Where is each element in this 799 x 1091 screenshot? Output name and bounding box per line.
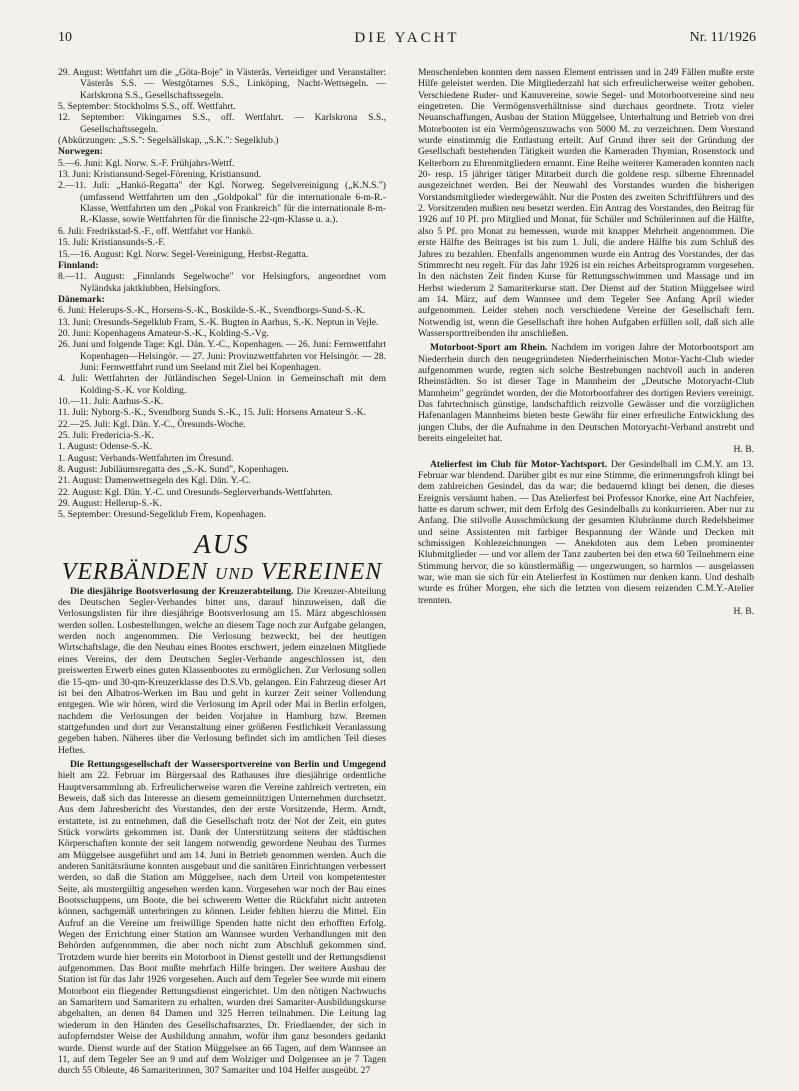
country-heading: Dänemark:: [58, 293, 105, 305]
calendar-entry: 25. Juli: Fredericia-S.-K.: [58, 430, 154, 441]
calendar-entry: 29. August: Hellerup-S.-K.: [58, 498, 162, 510]
calendar-entry: 12. September: Vikingarnes S.S., off. Wettfahrt. — Karlskrona S.S., Gesellschaftssegeln.: [58, 112, 386, 135]
calendar-entry: 13. Juni: Kristiansund-Segel-Förening, Kristiansund.: [58, 169, 262, 181]
calendar-entry: 5.—6. Juni: Kgl. Norw. S.-F. Frühjahrs-Wettf.: [58, 157, 235, 169]
article-text: Der Gesindelball im C.M.Y. am 13. Februar war blendend. Darüber gibt es nur eine Stimme, die erinnerungsfroh klingt bei dem zahlreichen Gesindel, das da war; die bedauernd klingt bei denen, die dieses Ereignis versäumt haben. — Das Atelierfest bei Professor Knorke, eine Art Nachfeier, hatte es darum schwer, mit dem Erfolg des Gesindelballs zu konkurrieren. Aber nur zu Anfang. Die stilvolle Ausschmückung der gesamten Klubräume durch Redelsheimer und seine Assistenten mit farbiger Bespannung der Wände und Decken mit schmissigen Kohlezeichnungen — Anekdoten aus dem Leben prominenter Klubmitglieder — und vor allem der Tanz zauberten bei den etwa 60 Teilnehmern eine Stimmung hervor, die so künstlermäßig — ungezwungen, so harmlos — ausgelassen war, wie man sie sich für ein Atelierfest in Kostümen nur denken kann. Und deshalb wurde es früher Morgen, ehe sich die letzten von diesem reizenden C.M.Y.-Atelier trennten.: [418, 458, 754, 606]
calendar-entry: 15. Juli: Kristiansunds-S.-F.: [58, 237, 166, 249]
calendar-entry: 1. August: Verbands-Wettfahrten im Öresund.: [58, 452, 234, 464]
calendar-entry: 13. Juni: Oresunds-Segelklub Fram, S.-K. Bugten in Aarhus, S.-K. Neptun in Vejle.: [58, 316, 379, 328]
calendar-entry: 4. Juli: Wettfahrten der Jütländischen Segel-Union in Gemeinschaft mit dem Kolding-S.-K. vor Kolding.: [58, 373, 386, 396]
article-paragraph: [58, 759, 386, 1077]
calendar-entry: 11. Juli: Nyborg-S.-K., Svendborg Sunds S.-K., 15. Juli: Horsens Amateur S.-K.: [58, 407, 366, 419]
section-heading-line2: [58, 560, 386, 584]
article-text: Die Kreuzer-Abteilung des Deutschen Segler-Verbandes bittet uns, darauf hinzuweisen, daß die Verlosungslisten für ihre diesjährige Bootsverlosung am 15. März abgeschlossen werden sollen. Losbestellungen, welche an diesem Tage noch zur Aufgabe gelangen, werden noch angenommen. Die Verlosung bezweckt, bei der heutigen Wirtschaftslage, die den Neubau eines Bootes erschwert, jedem einzelnen Mitgliede eines Vereins, der dem Deutschen Segler-Verbande angeschlossen ist, den preiswerten Erwerb eines guten Klassenbootes zu ermöglichen. Zur Verlosung sollen die 15-qm- und 30-qm-Kreuzerklasse des D.S.Vb. gelangen. Ein Fahrzeug dieser Art ist bei den Albatros-Werken im Bau und geht in kurzer Zeit seiner Vollendung entgegen. Wie wir hören, wird die Verlosung im April oder Mai in Berlin erfolgen, nachdem die Verlosungen der beiden Vorjahre in Hamburg bzw. Bremen stattgefunden und dort zur Veranstaltung einer größeren Festlichkeit Veranlassung gegeben haben. Näheres über die Verlosung befindet sich im amtlichen Teil dieses Heftes.: [58, 585, 386, 756]
country-heading: Finnland:: [58, 259, 99, 271]
section-heading: [58, 528, 386, 585]
calendar-entry: 22.—25. Juli: Kgl. Dän. Y.-C., Öresunds-Woche.: [58, 418, 246, 430]
article-lead: Motorboot-Sport am Rhein.: [430, 342, 548, 354]
calendar-entry: 20. Juni: Kopenhagens Amateur-S.-K., Kolding-S.-Vg.: [58, 327, 269, 339]
article-paragraph: [58, 586, 386, 756]
article-signature: H. B.: [733, 444, 754, 456]
left-articles: [58, 586, 386, 1077]
page-number: 10: [58, 30, 72, 45]
country-heading: Norwegen:: [58, 146, 103, 158]
article-lead: Die Rettungsgesellschaft der Wassersportvereine von Berlin und Umgegend: [70, 758, 386, 770]
calendar-entry: 1. August: Odense-S.-K.: [58, 441, 153, 453]
right-articles: [418, 67, 754, 618]
calendar-entry: 6. Juni: Helerups-S.-K., Horsens-S.-K., Boskilde-S.-K., Svendborgs-Sund-S.-K.: [58, 305, 366, 317]
article-signature: H. B.: [733, 606, 754, 618]
calendar-entry: 22. August: Kgl. Dän. Y.-C. und Oresunds-Seglerverbands-Wettfahrten.: [58, 486, 333, 498]
regatta-calendar: [58, 67, 386, 521]
calendar-entry: 5. September: Oresund-Segelklub Frem, Kopenhagen.: [58, 509, 267, 521]
left-column: [58, 67, 386, 1083]
calendar-entry: 10.—11. Juli: Aarhus-S.-K.: [58, 395, 164, 407]
issue-number: Nr. 11/1926: [689, 30, 756, 45]
article-text: Menschenleben konnten dem nassen Element entrissen und in 249 Fällen mußte erste Hilfe geleistet werden. Die Mitgliederzahl hat sich erfreulicherweise weiter gehoben. Verschiedene Ruder- und Kanuvereine, sowie Segel- und Motorbootvereine sind neu eingetreten. Die Vermögensverhältnisse sind durchaus geordnete. Trotz vieler Neuanschaffungen, Ausbau der Station Müggelsee, Unterhaltung und Betrieb von drei Motorbooten ist ein Vermögenszuwachs von 5000 M. zu verzeichnen. Dem Vorstand wurde einstimmig die Entlastung erteilt. Auf Grund ihrer seit der Gründung der Gesellschaft bestehenden Tätigkeit wurden die Kameraden Thymian, Rosenstock und Kelterborn zu Ehrenmitgliedern ernannt. Eine Reihe weiterer Kameraden konnten nach 20- resp. 15 jähriger tätiger Mitarbeit durch die goldene resp. silberne Ehrennadel ausgezeichnet werden. Bei der Neuwahl des Vorstandes wurden die bisherigen Vorstandsmitglieder wiedergewählt. Nur die Posten des zweiten Schriftführers und des 2. Vorsitzenden mußten neu besetzt werden. Ein Antrag des Vorstandes, den Beitrag für 1926 auf 10 Pf. pro Mitglied und Monat, für Schüler und Schülerinnen auf die Hälfte, also 5 Pf. pro Monat zu bemessen, wurde mit knapper Mehrheit angenommen. Die erste Hälfte des Beitrages ist bis zum 1. Juli, die andere Hälfte bis zum Schluß des Jahres zu bezahlen. Ebenfalls angenommen wurde ein Antrag des Vorstandes, der das Stimmrecht neu regelt. Für das Jahr 1926 ist ein reiches Arbeitsprogramm vorgesehen. In den nächsten Zeit finden Kurse für Rettungsschwimmen und Massage und im Herbst wiederum 2 Samariterkurse statt. Der Dienst auf der Station Müggelsee wird am 14. März, auf dem Wannsee und dem Tegeler See Anfang April wieder aufgenommen. Leider stehen noch verschiedene Vereine der Gesellschaft fern. Notwendig ist, wenn die Gesellschaft ihre hohen Aufgaben erfüllen soll, daß sich alle Wassersporttreibenden ihr anschließen.: [418, 67, 754, 339]
article-text: Nachdem im vorigen Jahre der Motorbootsport am Niederrhein durch den neugegründeten Niederrheinischen Motor-Yacht-Club wieder aufgenommen wurde, regten sich solche Bestrebungen nachtvoll auch in anderen Rheinstädten. So ist dieser Tage in Mannheim der „Deutsche Motoryacht-Club Mannheim" gegründet worden, der die Motorbootfahrer des dortigen Reviers vereinigt. Das fahrtechnisch günstige, landschaftlich reizvolle Gewässer und die vorzüglichen Hafenanlagen Mannheims bieten beste Gewähr für einer erfreuliche Entwicklung des jungen Clubs, der die Aufnahme in den Deutschen Motoryacht-Verband anstrebt und bereits eingeleitet hat.: [418, 342, 754, 444]
right-column: [418, 67, 754, 1083]
page-header: [58, 30, 756, 50]
calendar-entry: 15.—16. August: Kgl. Norw. Segel-Vereinigung, Herbst-Regatta.: [58, 248, 309, 260]
heading-word-verbaende: VERBÄNDEN: [61, 558, 209, 585]
article-lead: Atelierfest im Club für Motor-Yachtsport.: [430, 458, 608, 470]
article-paragraph: [418, 67, 754, 339]
calendar-entry: 29. August: Wettfahrt um die „Göta-Boje" in Västerås. Verteidiger und Veranstalter: Västerås S.S. — Westgötarnes S.S., Linköping, Nacht-Wettsegeln. — Karlskrona S.S., Gesellschaftssegeln.: [58, 67, 386, 101]
article-paragraph: [418, 459, 754, 618]
calendar-entry: 21. August: Damenwettsegeln des Kgl. Dän. Y.-C.: [58, 475, 251, 487]
heading-word-und: UND: [215, 563, 254, 583]
section-heading-line1: AUS: [194, 528, 250, 559]
article-text: hielt am 22. Februar im Bürgersaal des Rathauses ihre diesjährige ordentliche Hauptversammlung ab. Erfreulicherweise waren die Vereine zahlreich vertreten, ein Beweis, daß sich das Interesse an diesem gemeinnützigen Unternehmen durchsetzt. Aus dem Jahresbericht des Vorstandes, den der erste Vorsitzende, Herm. Arndt, erstattete, ist zu entnehmen, daß die Gesellschaft trotz der Not der Zeit, ein gutes Stück vorwärts gekommen ist. Dank der Unterstützung seitens der städtischen Körperschaften konnte der seit langem notwendig gewordene Neubau des Turmes am Müggelsee ausgeführt und am 14. Juni in Betrieb genommen werden. Auch die anderen Sanitätsräume konnten ausgebaut und die sanitären Einrichtungen verbessert werden, so daß die Station am Müggelsee, nach dem Urteil von kompetentester Seite, als mustergültig angesehen werden kann. Vorgesehen war noch der Bau eines Bootsschuppens, um Boote, die bei schwerem Wetter die Rückfahrt nicht antreten können, sachgemäß unterbringen zu können. Leider fehlten hierzu die Mittel. Ein Aufruf an die Vereine um freiwillige Spenden hatte nicht den erhofften Erfolg. Wegen der Errichtung einer Station am Wannsee wurden Verhandlungen mit den Behörden aufgenommen, die aber noch nicht zum Abschluß gekommen sind. Trotzdem wurde hier bereits ein Motorboot in Dienst gestellt und der Rettungsdienst aufgenommen. Das Boot mußte mehrfach Hilfe bringen. Der weitere Ausbau der Station ist für das Jahr 1926 vorgesehen. Auch auf dem Tegeler See wurde mit einem Motorboot ein fliegender Rettungsdienst eingerichtet. Um den nötigen Nachwuchs an Samaritern und Samaritern zu erhalten, wurden drei Samariter-Ausbildungskurse abgehalten, an denen 84 Damen und 325 Herren teilnahmen. Die Leitung lag wiederum in den Händen des Gesellschaftsarztes, Dr. Friedlaender, der sich in aufopferndster Weise der Ausbildung annahm, wofür ihm ganz besonders gedankt wurde. Dienst wurde auf der Station Müggelsee an 66 Tagen, auf dem Wannsee an 11, auf dem Tegeler See an 9 und auf dem Wolziger und Dolgensee an je 7 Tagen durch 55 Obleute, 46 Samariterinnen, 307 Samariter und 104 Helfer ausgeübt. 27: [58, 770, 386, 1077]
calendar-entry: 8. August: Jubiläumsregatta des „S.-K. Sund", Kopenhagen.: [58, 464, 289, 476]
calendar-entry: 5. September: Stockholms S.S., off. Wettfahrt.: [58, 101, 236, 113]
article-paragraph: [418, 342, 754, 455]
calendar-entry: 8.—11. August: „Finnlands Segelwoche" vor Helsingfors, angeordnet vom Nyländska jaktklubben, Helsingfors.: [58, 271, 386, 294]
calendar-entry: 26. Juni und folgende Tage: Kgl. Dän. Y.-C., Kopenhagen. — 26. Juni: Fernwettfahrt Kopenhagen—Helsingör. — 27. Juni: Provinzwettfahrten vor Helsingör. — 28. Juni: Fernwettfahrt rund um Seeland mit Ziel bei Kopenhagen.: [58, 339, 386, 373]
abbreviations-note: (Abkürzungen: „S.S.": Segelsällskap, „S.K.": Segelklub.): [58, 135, 279, 147]
article-lead: Die diesjährige Bootsverlosung der Kreuzerabteilung.: [70, 585, 294, 597]
calendar-entry: 6. Juli: Fredrikstad-S.-F., off. Wettfahrt vor Hankö.: [58, 225, 254, 237]
heading-word-vereinen: VEREINEN: [260, 558, 383, 585]
publication-title: DIE YACHT: [354, 30, 460, 46]
calendar-entry: 2.—11. Juli: „Hankö-Regatta" der Kgl. Norweg. Segelvereinigung („K.N.S.") (umfassend Wettfahrten um den „Goldpokal" für die internationale 6-m-R.-Klasse, Wettfahrten um den „Pokal von Frankreich" für die internationale 8-m-R.-Klasse, sowie Wettfahrten für die finnische 22-qm-Klasse u. a.).: [58, 180, 386, 226]
